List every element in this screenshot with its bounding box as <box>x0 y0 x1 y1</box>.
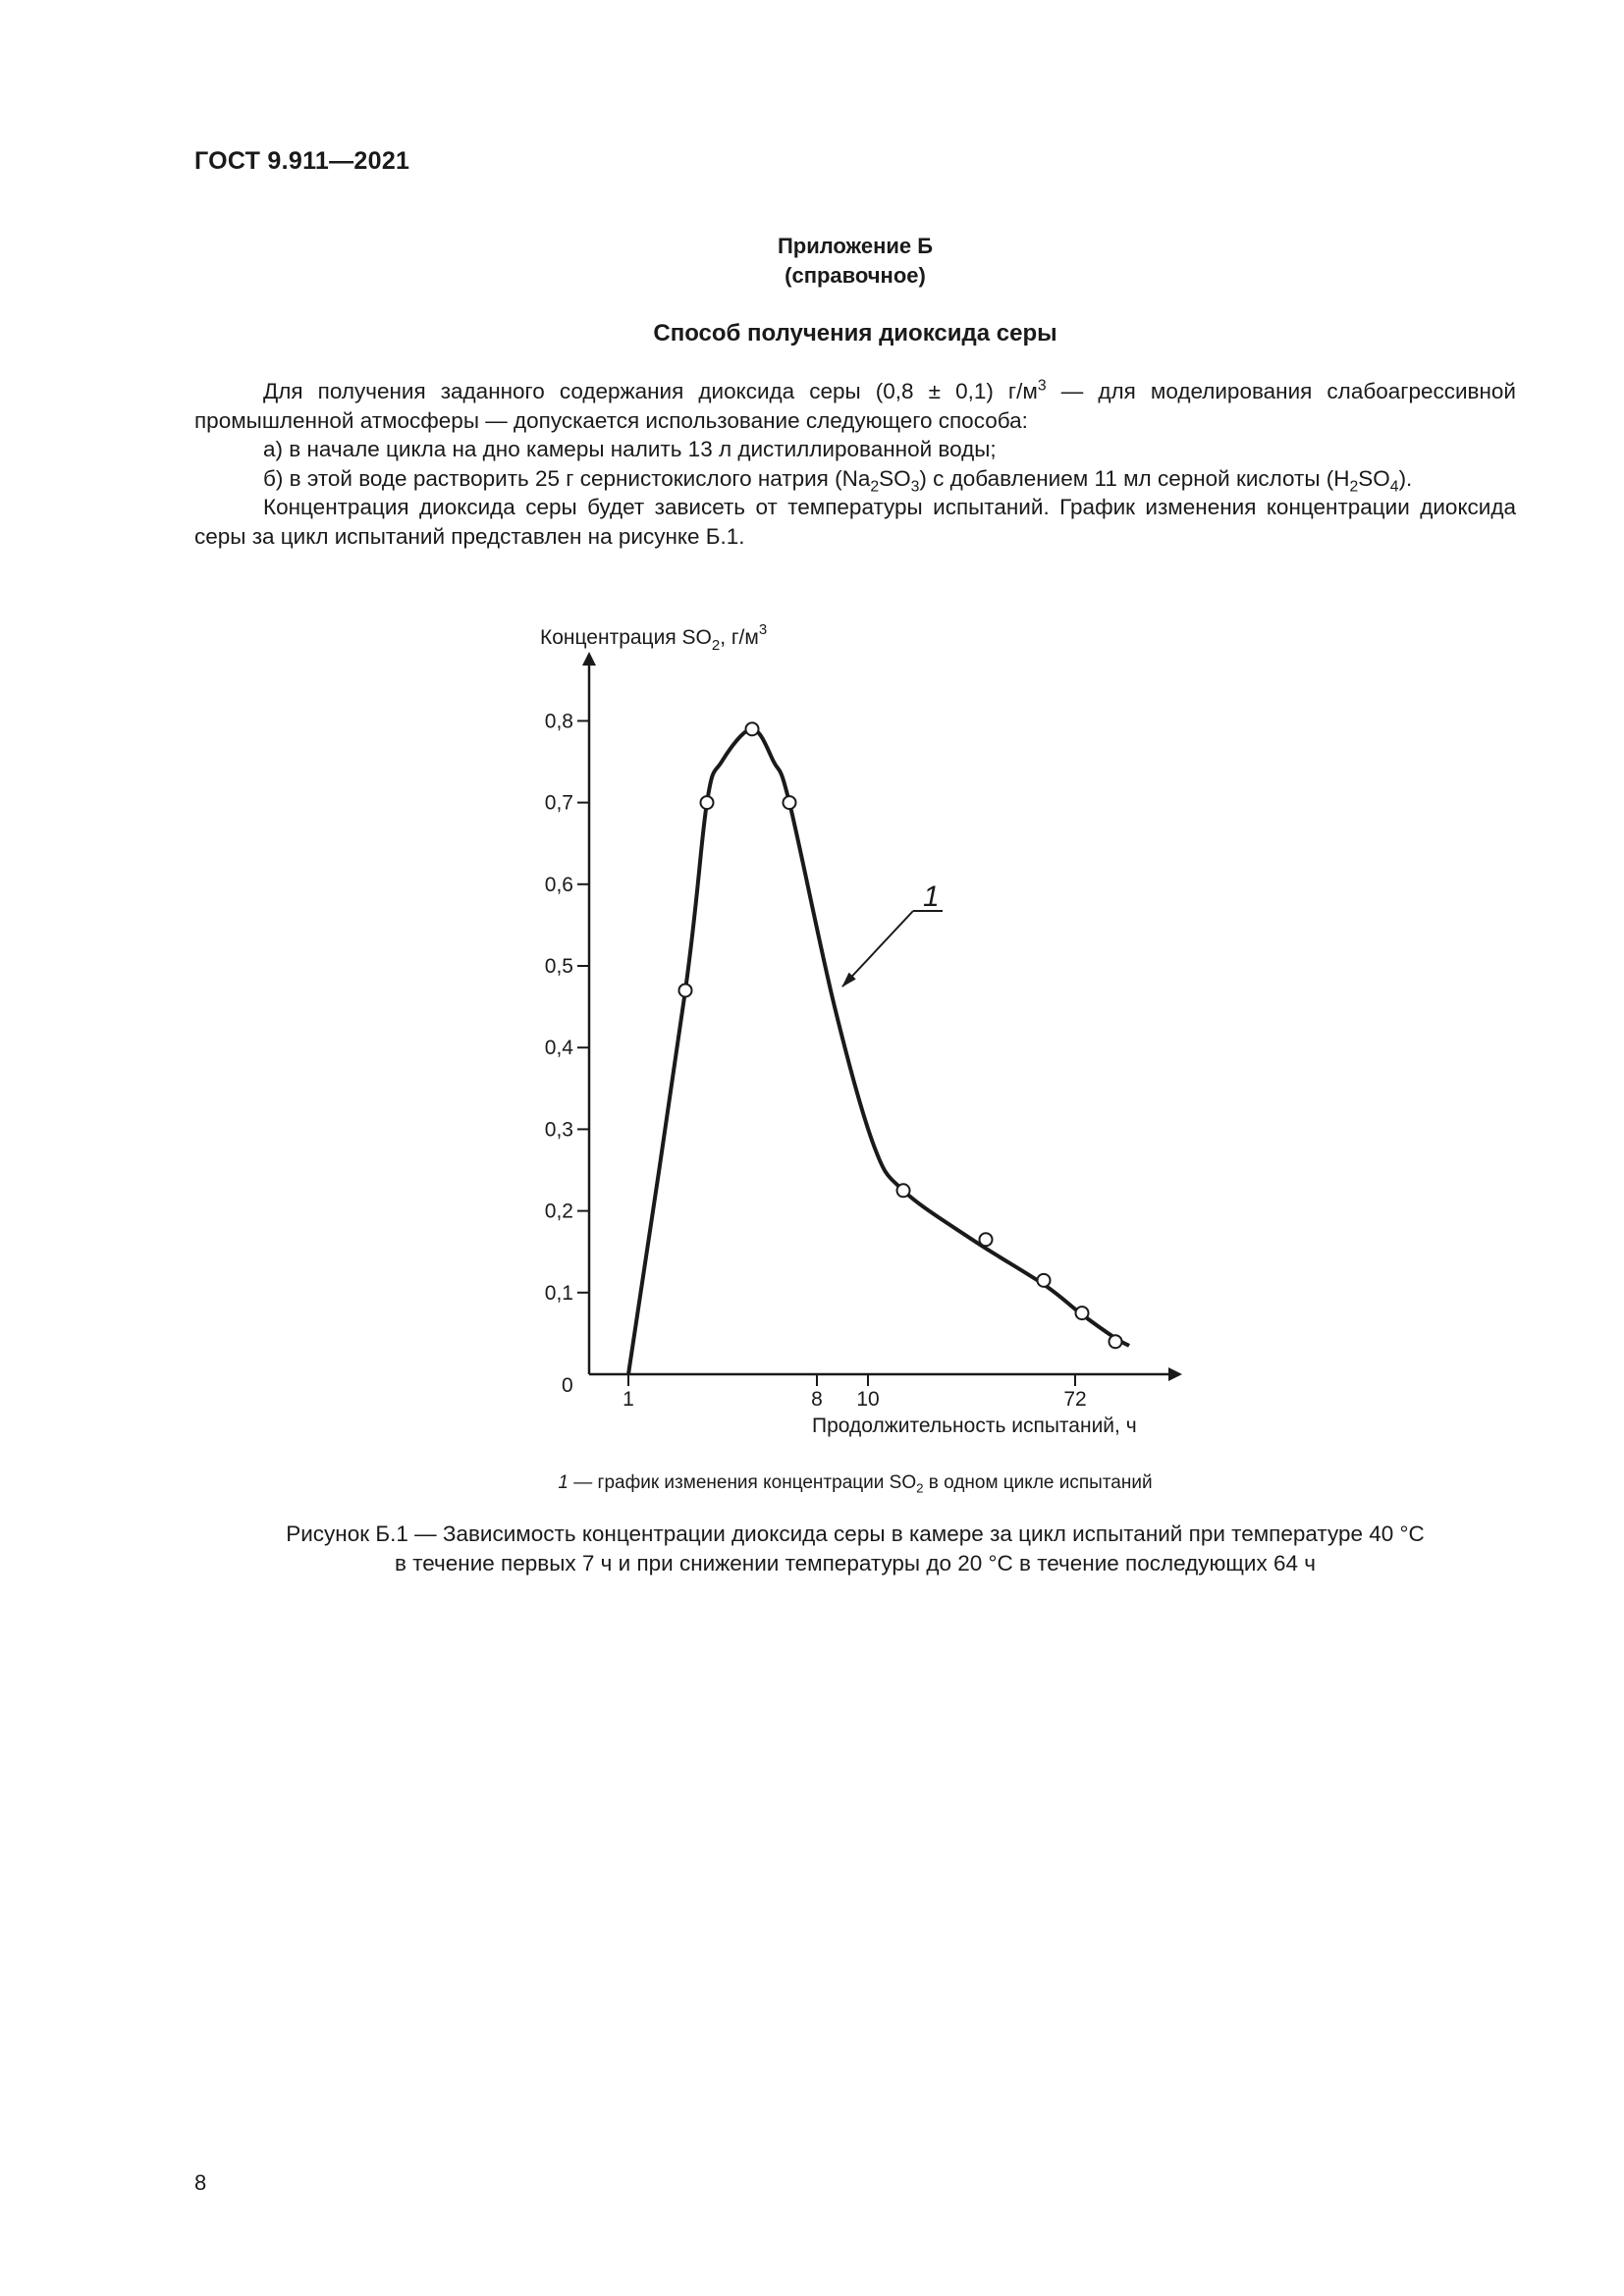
y-tick-label: 0,1 <box>544 1281 573 1305</box>
x-tick-label: 8 <box>811 1388 823 1411</box>
data-point-marker <box>1076 1307 1089 1319</box>
y-tick-label: 0,7 <box>544 791 573 815</box>
item-b-part2: SO <box>879 465 911 491</box>
data-point-marker <box>897 1184 910 1197</box>
y-tick-label: 0,2 <box>544 1200 573 1223</box>
data-point-marker <box>980 1233 993 1246</box>
annex-subtitle: (справочное) <box>785 263 926 288</box>
series-line-1 <box>628 729 1129 1374</box>
caption-line-2: в течение первых 7 ч и при снижении температуры до 20 °С в течение последующих 64 ч <box>395 1551 1316 1575</box>
figure-caption <box>194 1520 1516 1578</box>
item-b-sub4: 4 <box>1389 478 1399 495</box>
x-tick-label: 72 <box>1063 1388 1087 1411</box>
data-point-marker <box>784 796 796 809</box>
y-tick-label: 0,4 <box>544 1037 573 1060</box>
figure-b1-chart <box>511 618 1198 1448</box>
legend-text-a: — график изменения концентрации SO <box>568 1472 917 1493</box>
annex-title: Приложение Б <box>777 234 934 258</box>
legend-sub: 2 <box>916 1480 924 1496</box>
legend-text-b: в одном цикле испытаний <box>923 1472 1153 1493</box>
list-item-b <box>194 464 1516 494</box>
origin-label: 0 <box>562 1374 573 1397</box>
intro-sup: 3 <box>1037 377 1047 395</box>
x-tick-label: 1 <box>623 1388 634 1411</box>
y-tick-label: 0,8 <box>544 710 573 733</box>
y-axis-arrow <box>582 652 596 666</box>
curve-label-leader <box>842 911 913 987</box>
item-b-part1: б) в этой воде растворить 25 г сернистокислого натрия (Na <box>263 465 871 491</box>
x-axis-label: Продолжительность испытаний, ч <box>812 1415 1137 1437</box>
item-b-part3: ) с добавлением 11 мл серной кислоты (H <box>919 465 1350 491</box>
intro-text-b: — для моделирования слабоагрессивной промышленной атмосферы — допускается использование следующего способа: <box>194 379 1517 433</box>
x-ticks <box>623 1374 1087 1411</box>
caption-line-1: Рисунок Б.1 — Зависимость концентрации диоксида серы в камере за цикл испытаний при температуре 40 °С <box>286 1522 1425 1546</box>
conclusion-paragraph: Концентрация диоксида серы будет зависеть от температуры испытаний. График изменения концентрации диоксида серы за цикл испытаний представлен на рисунке Б.1. <box>194 495 1516 549</box>
list-item-a: а) в начале цикла на дно камеры налить 13 л дистиллированной воды; <box>263 437 997 461</box>
item-b-sub1: 2 <box>870 478 880 495</box>
section-title: Способ получения диоксида серы <box>653 320 1057 347</box>
y-ticks <box>545 710 589 1304</box>
y-axis-label: Концентрация $SO_2$, $г/м^3$ <box>540 621 768 654</box>
data-point-marker <box>701 796 714 809</box>
data-point-marker <box>1038 1274 1051 1287</box>
document-header: ГОСТ 9.911—2021 <box>194 147 410 175</box>
annex-heading <box>194 232 1516 291</box>
item-b-sub3: 2 <box>1349 478 1359 495</box>
y-tick-label: 0,3 <box>544 1118 573 1142</box>
concentration-chart-svg <box>511 618 1198 1443</box>
series-markers <box>679 722 1122 1348</box>
y-tick-label: 0,6 <box>544 873 573 896</box>
item-b-part4: SO <box>1358 465 1390 491</box>
figure-legend <box>194 1472 1516 1494</box>
x-tick-label: 10 <box>856 1388 880 1411</box>
data-point-marker <box>1110 1335 1122 1348</box>
intro-paragraph <box>194 377 1516 435</box>
item-b-sub2: 3 <box>910 478 920 495</box>
x-axis-arrow <box>1168 1367 1182 1381</box>
body-text <box>194 377 1516 551</box>
data-point-marker <box>679 984 692 996</box>
item-b-part5: ). <box>1398 465 1413 491</box>
page-number: 8 <box>194 2170 207 2195</box>
curve-label: 1 <box>923 881 940 913</box>
legend-number: 1 <box>558 1472 568 1493</box>
intro-text-a: Для получения заданного содержания диоксида серы (0,8 ± 0,1) г/м <box>263 379 1038 403</box>
data-point-marker <box>746 722 759 735</box>
y-tick-label: 0,5 <box>544 955 573 978</box>
